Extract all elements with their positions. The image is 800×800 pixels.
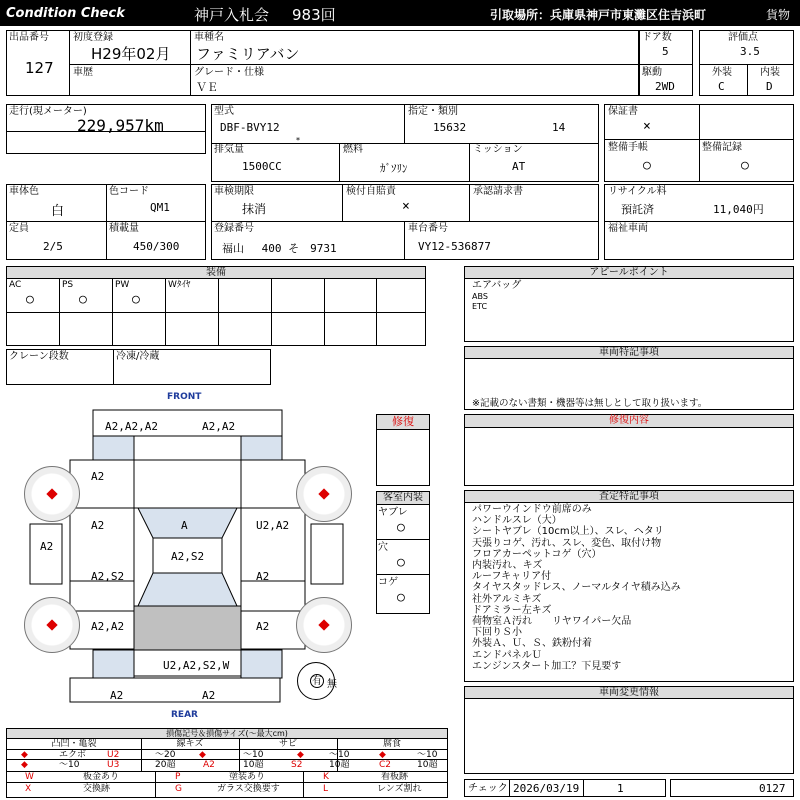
exterior-label: 外装 (712, 67, 732, 78)
tire-front-left-icon (24, 466, 80, 522)
legend-desc: 〜10 (243, 750, 264, 760)
color: 白 (51, 204, 65, 219)
legend-desc: 20超 (155, 760, 176, 770)
designation: 15632 (433, 121, 467, 134)
color-code-label: 色コード (109, 186, 149, 197)
note-line: 下回りＳ小 (472, 627, 522, 639)
legend-desc: 10超 (417, 760, 438, 770)
spare-tire-yes: 有 (312, 676, 322, 687)
auction-name: 神戸入札会 (194, 6, 270, 24)
front-label: FRONT (167, 392, 202, 402)
car-name: ファミリアバン (196, 45, 300, 63)
chassis: VY12-536877 (418, 240, 491, 253)
equipment-box (6, 266, 426, 346)
interior-tear-label: ヤブレ (378, 507, 408, 518)
first-reg: H29年02月 (91, 45, 171, 63)
damage-front-left: A2,A2,A2 (105, 420, 158, 433)
damage-rear-bumper-left: A2 (110, 689, 124, 702)
damage-front-door-left: A2 (91, 519, 105, 532)
row1-box (6, 30, 639, 96)
warranty-label: 保証書 (608, 106, 638, 117)
appeal-line: エアバッグ (472, 280, 522, 291)
legend-code: U2 (107, 750, 120, 760)
special-notice: ※記載のない書類・機器等は無しとして取り扱います。 (472, 398, 708, 409)
legend-diamond-icon: ◆ (379, 750, 386, 760)
fridge-label: 冷凍/冷蔵 (116, 351, 160, 362)
header-bar (0, 0, 800, 26)
legend-desc: 〜10 (329, 750, 350, 760)
legend-desc: 板金あり (83, 772, 120, 782)
welfare-label: 福祉車両 (608, 223, 648, 234)
tire-rear-left-icon (24, 597, 80, 653)
registration-box (211, 184, 599, 260)
legend-desc: 10超 (329, 760, 350, 770)
designation-label: 指定・類別 (408, 106, 458, 117)
car-diagram (0, 388, 370, 718)
damage-rear-door-left: A2,S2 (91, 570, 125, 583)
repair-title: 修復 (377, 415, 429, 430)
note-line: 内装汚れ、キズ (472, 560, 543, 571)
equip-ps-mark: ○ (79, 292, 87, 307)
interior-hole-mark: ○ (397, 555, 405, 570)
exterior-grade: C (718, 80, 725, 93)
recycle-label: リサイクル料 (608, 186, 667, 197)
legend-code: U3 (107, 760, 120, 770)
appeal-title: アピールポイント (465, 267, 793, 279)
displacement: 1500CC (242, 160, 282, 173)
change-info-box (464, 686, 794, 774)
footer-check (464, 779, 666, 797)
note-line: 荷物室Ａ汚れ リヤワイパー欠品 (472, 616, 632, 627)
damage-left-mirror: A2 (40, 540, 54, 553)
score-box (699, 30, 794, 96)
legend-code: A2 (203, 760, 215, 770)
color-label: 車体色 (9, 186, 39, 197)
interior-grade: D (766, 80, 773, 93)
equip-ps-label: PS (62, 280, 74, 290)
model-label: 型式 (214, 106, 234, 117)
score: 3.5 (740, 45, 760, 58)
rear-label: REAR (171, 710, 198, 720)
plate: 福山 400 そ 9731 (222, 242, 337, 255)
class-number: 14 (552, 121, 566, 134)
legend-desc: 〜10 (59, 760, 80, 770)
repair-content-title: 修復内容 (465, 415, 793, 428)
equip-ac-mark: ○ (26, 292, 34, 307)
warranty-box (604, 104, 794, 182)
first-reg-label: 初度登録 (73, 32, 113, 43)
tire-front-right-icon (296, 466, 352, 522)
car-name-label: 車種名 (194, 32, 224, 43)
legend-code: X (25, 784, 32, 794)
manual: ○ (643, 158, 651, 173)
recycle-fee: 11,040円 (713, 203, 764, 216)
inspection-label: 車検期限 (214, 186, 254, 197)
damage-rear-quarter-left: A2,A2 (91, 620, 125, 633)
legend-desc: 塗装あり (229, 772, 266, 782)
color-code: QM1 (150, 201, 170, 214)
note-line: シートヤブレ（10cm以上）、スレ、ヘタリ (472, 526, 664, 538)
repair-box (376, 414, 430, 486)
note-line: 天張りコゲ、汚れ、スレ、変色、取付け物 (472, 537, 662, 549)
spare-tire-none: 無 (327, 679, 337, 690)
legend-group-dent: 凸凹・亀裂 (51, 739, 97, 749)
note-line: 社外アルミキズ (472, 593, 542, 605)
tire-rear-right-icon (296, 597, 352, 653)
crane-box (6, 349, 271, 385)
note-line: パワーウインドウ前席のみ (472, 504, 592, 515)
damage-front-right: A2,A2 (202, 420, 236, 433)
mileage-label: 走行(現メーター) (9, 106, 87, 117)
legend-code: S2 (291, 760, 303, 770)
note-line: エンドパネルＵ (472, 649, 542, 661)
mileage: 229,957km (77, 116, 164, 135)
appeal-line: ABS (472, 292, 488, 301)
note-line: ドアミラー左キズ (472, 604, 552, 616)
footer-code (670, 779, 794, 797)
vehicle-category: 貨物 (766, 8, 791, 22)
legend-code: G (175, 784, 182, 794)
chassis-label: 車台番号 (408, 223, 448, 234)
interior-tear-mark: ○ (397, 520, 405, 535)
check-label: チェック (468, 783, 508, 794)
grade: ＶＥ (196, 81, 218, 94)
damage-rear-door-right: A2 (256, 570, 270, 583)
grade-label: グレード・仕様 (194, 67, 264, 78)
legend-desc: 10超 (243, 760, 264, 770)
footer-code-value: 0127 (759, 782, 786, 795)
legend-title: 損傷記号＆損傷サイズ(〜最大cm) (7, 729, 447, 739)
special-title: 車両特記事項 (465, 347, 793, 359)
history-label: 車歴 (73, 67, 93, 78)
load: 450/300 (133, 240, 180, 253)
doors: 5 (662, 45, 669, 58)
interior-burn-mark: ○ (397, 590, 405, 605)
model: DBF-BVY12 (220, 121, 280, 134)
legend-desc: 〜10 (417, 750, 438, 760)
note-line: フロアカーペットコゲ（穴） (472, 548, 602, 560)
check-count: 1 (617, 782, 624, 795)
damage-rear: U2,A2,S2,W (163, 659, 230, 672)
crane-label: クレーン段数 (9, 351, 69, 362)
mission: AT (512, 160, 526, 173)
legend-desc: 〜20 (155, 750, 176, 760)
score-label: 評価点 (728, 32, 758, 43)
interior-title: 客室内装 (377, 492, 429, 505)
inspection-notes-box (464, 490, 794, 682)
damage-legend (6, 728, 448, 798)
equip-pw-mark: ○ (132, 292, 140, 307)
interior-hole-label: 穴 (378, 542, 388, 553)
appeal-box (464, 266, 794, 342)
maintenance-label: 整備記録 (702, 142, 742, 153)
doors-label: ドア数 (642, 32, 672, 43)
color-box (6, 184, 206, 260)
maintenance: ○ (741, 158, 749, 173)
note-line: ルーフキャリア付 (472, 571, 552, 583)
equip-wtire-label: Wﾀｲﾔ (168, 280, 191, 290)
inspection-notes-title: 査定特記事項 (465, 491, 793, 503)
legend-group-scratch: 線キズ (176, 739, 204, 749)
pickup-location: 引取場所：兵庫県神戸市東灘区住吉浜町 (490, 8, 707, 22)
interior-label: 内装 (760, 67, 780, 78)
damage-front-fender-left: A2 (91, 470, 105, 483)
brand-title: Condition Check (6, 6, 125, 21)
legend-diamond-icon: ◆ (21, 750, 28, 760)
legend-desc: 看板跡 (381, 772, 409, 782)
damage-roof: A2,S2 (171, 550, 205, 563)
mission-label: ミッション (473, 144, 523, 155)
legend-diamond-icon: ◆ (297, 750, 304, 760)
note-line: ハンドルスレ（大） (472, 515, 562, 527)
damage-rear-bumper-right: A2 (202, 689, 216, 702)
capacity: 2/5 (43, 240, 63, 253)
equipment-title: 装備 (7, 267, 425, 279)
damage-hood: A (181, 519, 188, 532)
appeal-line: ETC (472, 302, 488, 311)
legend-group-corrosion: 腐食 (382, 739, 401, 749)
fuel-label: 燃料 (343, 144, 363, 155)
auction-number: 983回 (292, 6, 336, 24)
lot-number: 127 (25, 59, 54, 77)
legend-group-rust: サビ (278, 739, 297, 749)
legend-desc: ガラス交換要す (217, 784, 280, 794)
legend-diamond-icon: ◆ (199, 750, 206, 760)
note-line: 外装Ａ、Ｕ、Ｓ、鉄粉付着 (472, 638, 592, 650)
legend-code: W (25, 772, 34, 782)
legend-code: K (323, 772, 329, 782)
legend-diamond-icon: ◆ (21, 760, 28, 770)
change-info-title: 車両変更情報 (465, 687, 793, 699)
recycle-status: 預託済 (621, 203, 654, 216)
warranty: × (643, 119, 651, 134)
note-line: タイヤスタッドレス、ノーマルタイヤ積み込み (472, 582, 681, 594)
displacement-label: 排気量 (214, 144, 244, 155)
equip-ac-label: AC (9, 280, 22, 290)
interior-box (376, 491, 430, 614)
damage-rear-quarter-right: A2 (256, 620, 270, 633)
repair-content-box (464, 414, 794, 486)
special-box (464, 346, 794, 410)
equip-pw-label: PW (115, 280, 130, 290)
inspection: 抹消 (242, 202, 267, 216)
legend-code: P (175, 772, 181, 782)
legend-desc: 交換跡 (83, 784, 111, 794)
legend-desc: エクボ (59, 750, 87, 760)
drive: 2WD (655, 80, 675, 93)
manual-label: 整備手帳 (608, 142, 648, 153)
drive-label: 駆動 (642, 67, 662, 78)
spec-box (211, 104, 599, 182)
legend-code: L (323, 784, 329, 794)
approval-label: 承認請求書 (473, 186, 523, 197)
load-label: 積載量 (109, 223, 139, 234)
check-date: 2026/03/19 (513, 782, 580, 795)
fuel: ｶﾞｿﾘﾝ (380, 162, 408, 175)
plate-label: 登録番号 (214, 223, 254, 234)
doors-drive-box (639, 30, 693, 96)
lot-label: 出品番号 (9, 32, 49, 43)
recycle-box (604, 184, 794, 260)
legend-code: C2 (379, 760, 392, 770)
model-mark: * (296, 136, 300, 145)
capacity-label: 定員 (9, 223, 29, 234)
legend-desc: レンズ割れ (377, 784, 422, 794)
damage-front-door-right: U2,A2 (256, 519, 290, 532)
interior-burn-label: コゲ (378, 577, 398, 588)
insurance: × (402, 199, 410, 214)
note-line: エンジンスタート加工？下見要す (472, 660, 622, 672)
mileage-box (6, 104, 206, 154)
insurance-label: 検付自賠責 (346, 186, 396, 197)
